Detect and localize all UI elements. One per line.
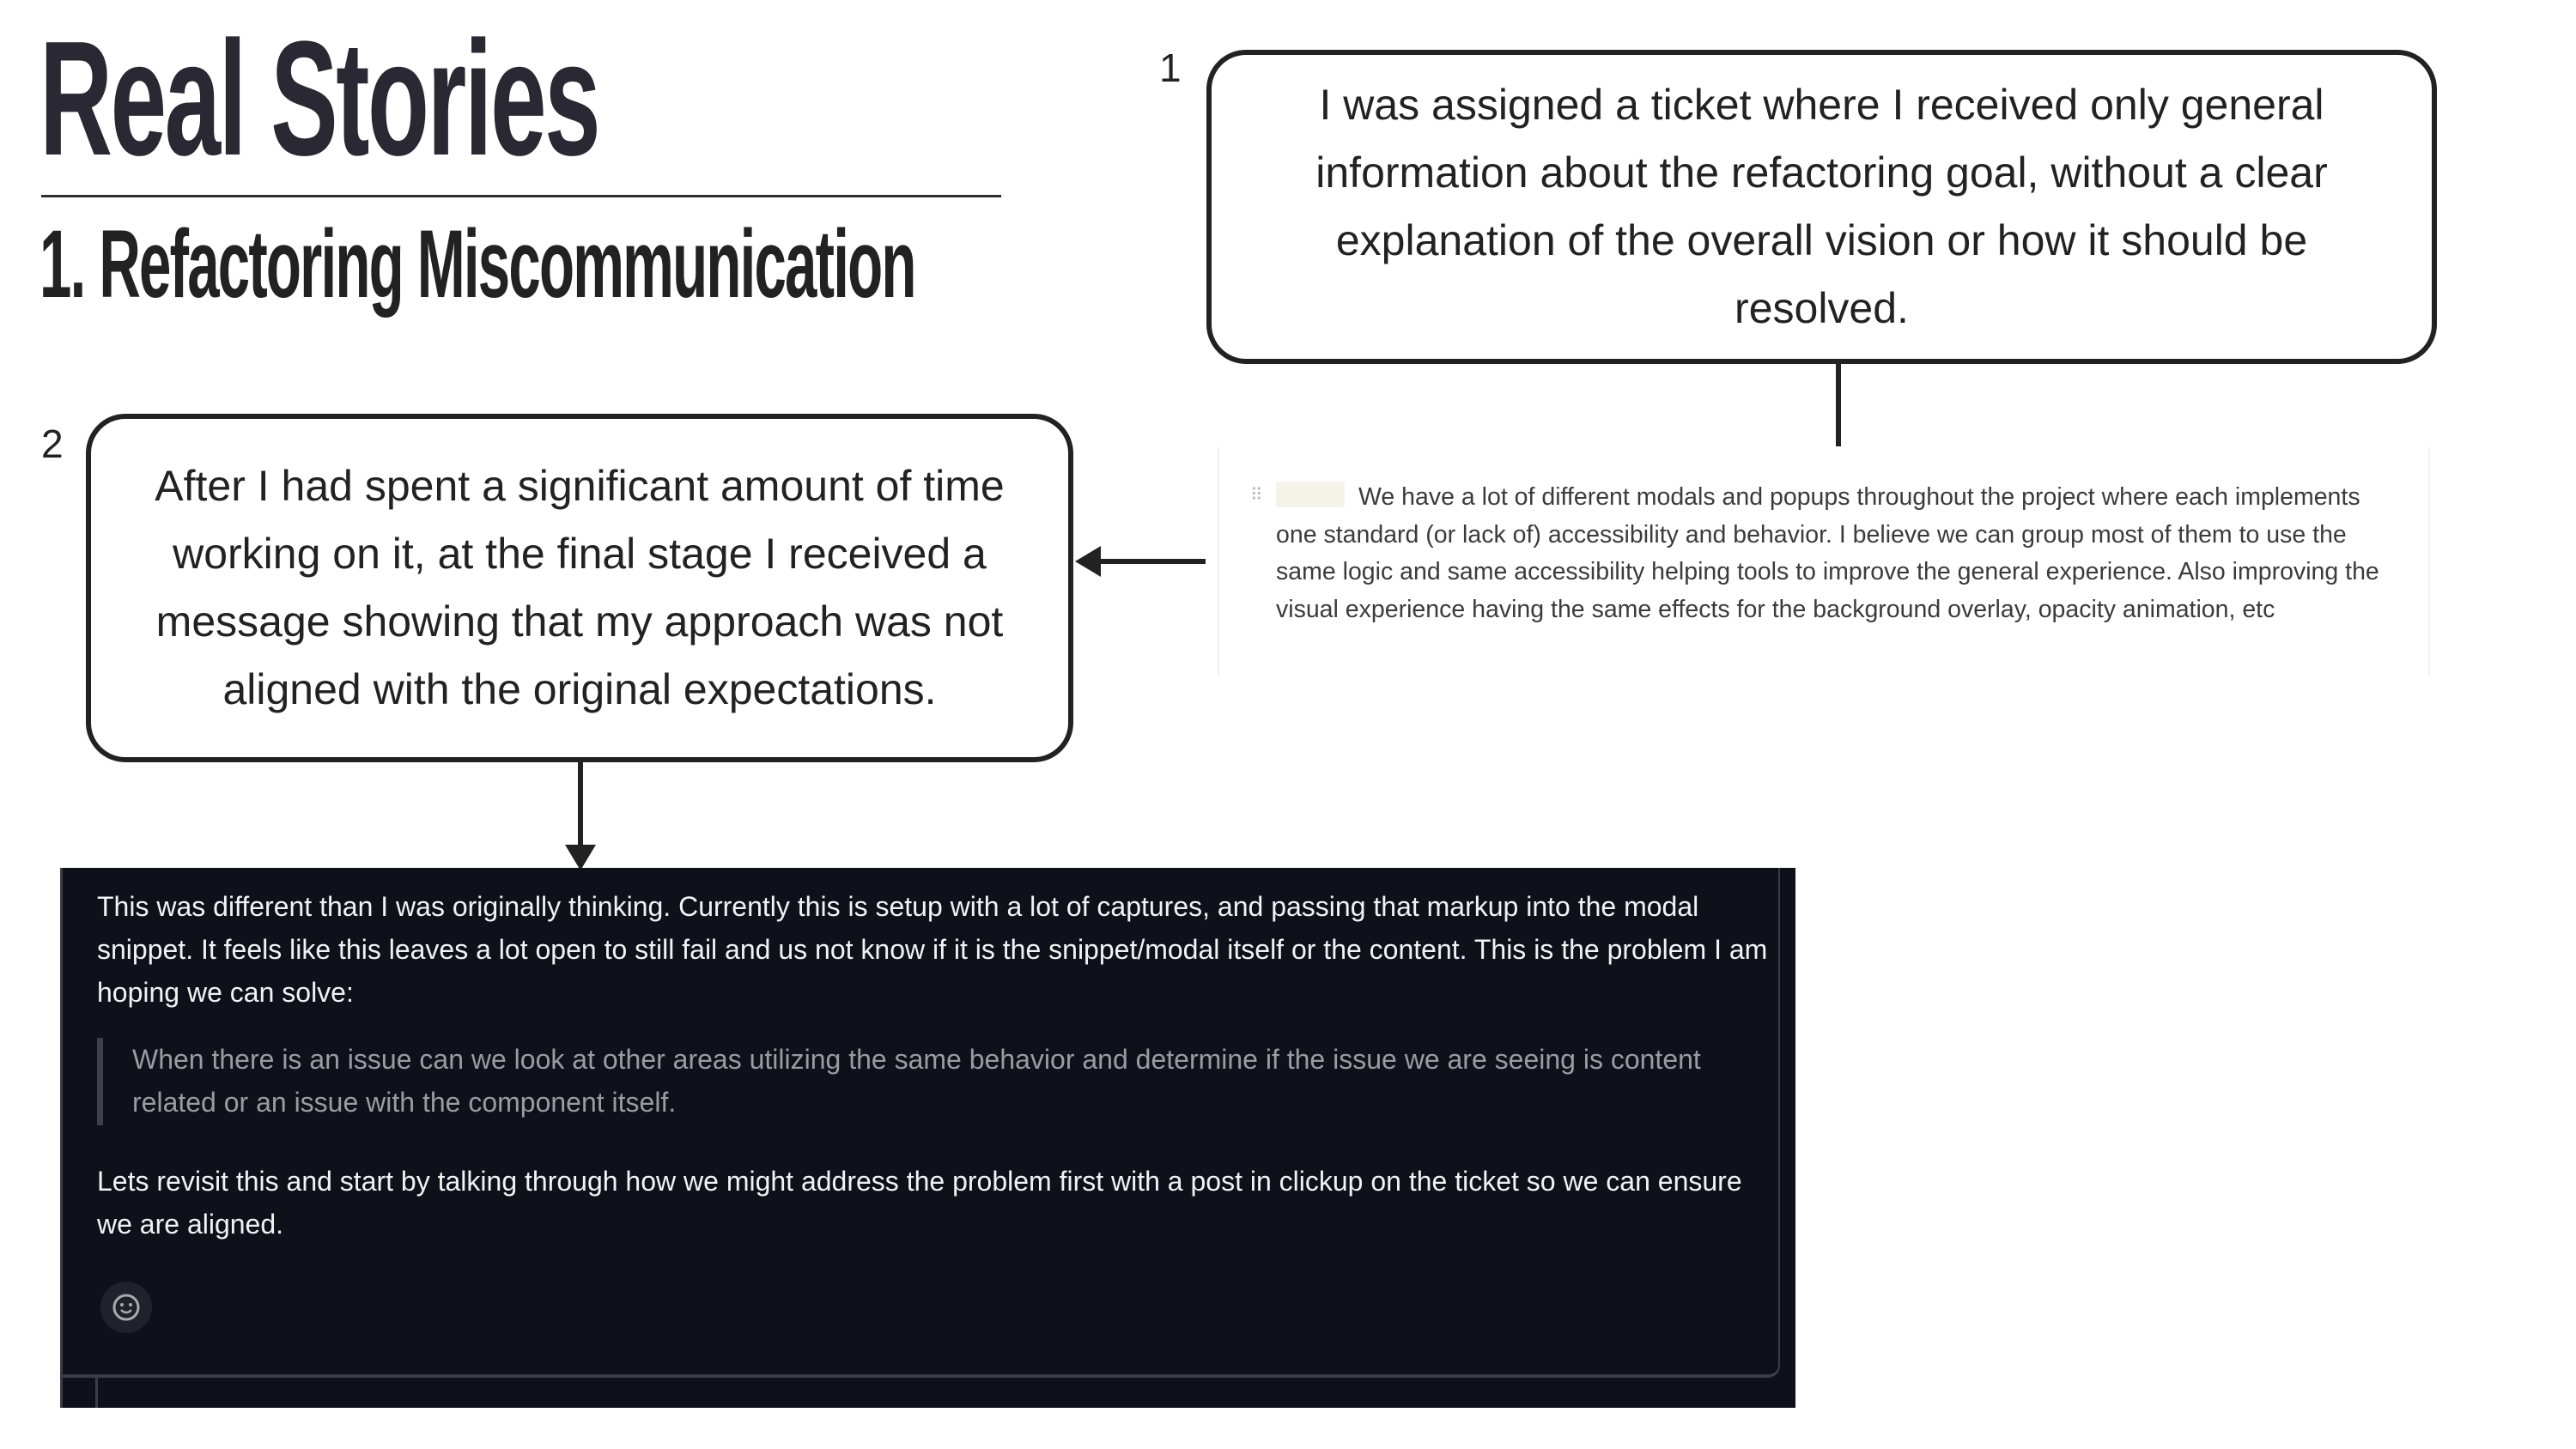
step-1-number: 1 (1159, 45, 1182, 90)
review-message-panel (60, 868, 1795, 1408)
step-2-text: After I had spent a significant amount of time working on it, at the final stage I received a message showing that my approach was not aligned with the original expectations. (155, 462, 1005, 713)
step-2-callout (86, 414, 1073, 762)
emoji-smile-icon (111, 1292, 142, 1323)
ticket-description-card (1218, 446, 2430, 676)
arrow-down-2-icon (565, 845, 596, 870)
step-1-text: I was assigned a ticket where I received only general information about the refactoring goal, without a clear explanation of the overall vision or how it should be resolved. (1315, 81, 2328, 332)
step-2-number: 2 (41, 421, 64, 466)
message-paragraph-1: This was different than I was originally thinking. Currently this is setup with a lot of captures, and passing that markup into the modal snippet. It feels like this leaves a lot open to still fail and us not know if it is the snippet/modal itself or the content. This is the problem I am hoping we can solve: (97, 891, 1768, 1008)
thread-line (95, 1378, 98, 1408)
message-blockquote (97, 1038, 1769, 1125)
step-1-callout (1206, 50, 2437, 364)
story-heading: 1. Refactoring Miscommunication (39, 210, 915, 318)
slide-title: Real Stories (39, 8, 599, 190)
message-container (63, 868, 1780, 1378)
add-reaction-button[interactable] (100, 1282, 152, 1333)
title-divider (41, 195, 1001, 197)
drag-handle-icon[interactable]: ⠿ (1250, 486, 1264, 505)
arrow-down-2-line (578, 762, 583, 848)
arrow-left-line (1099, 559, 1206, 564)
ticket-description-text: We have a lot of different modals and popups throughout the project where each implements one standard (or lack of) accessibility and behavior. I believe we can group most of them to use the same logic and same accessibility helping tools to improve the general experience. Also improving the visual experience having the same effects for the background overlay, opacity animation, etc (1276, 483, 2379, 623)
blockquote-text: When there is an issue can we look at other areas utilizing the same behavior and determine if the issue we are seeing is content related or an issue with the component itself. (132, 1044, 1701, 1118)
arrow-left-icon (1075, 546, 1101, 577)
arrow-down-1-line (1836, 364, 1841, 450)
message-paragraph-2: Lets revisit this and start by talking through how we might address the problem first with a post in clickup on the ticket so we can ensure we are aligned. (97, 1166, 1742, 1240)
